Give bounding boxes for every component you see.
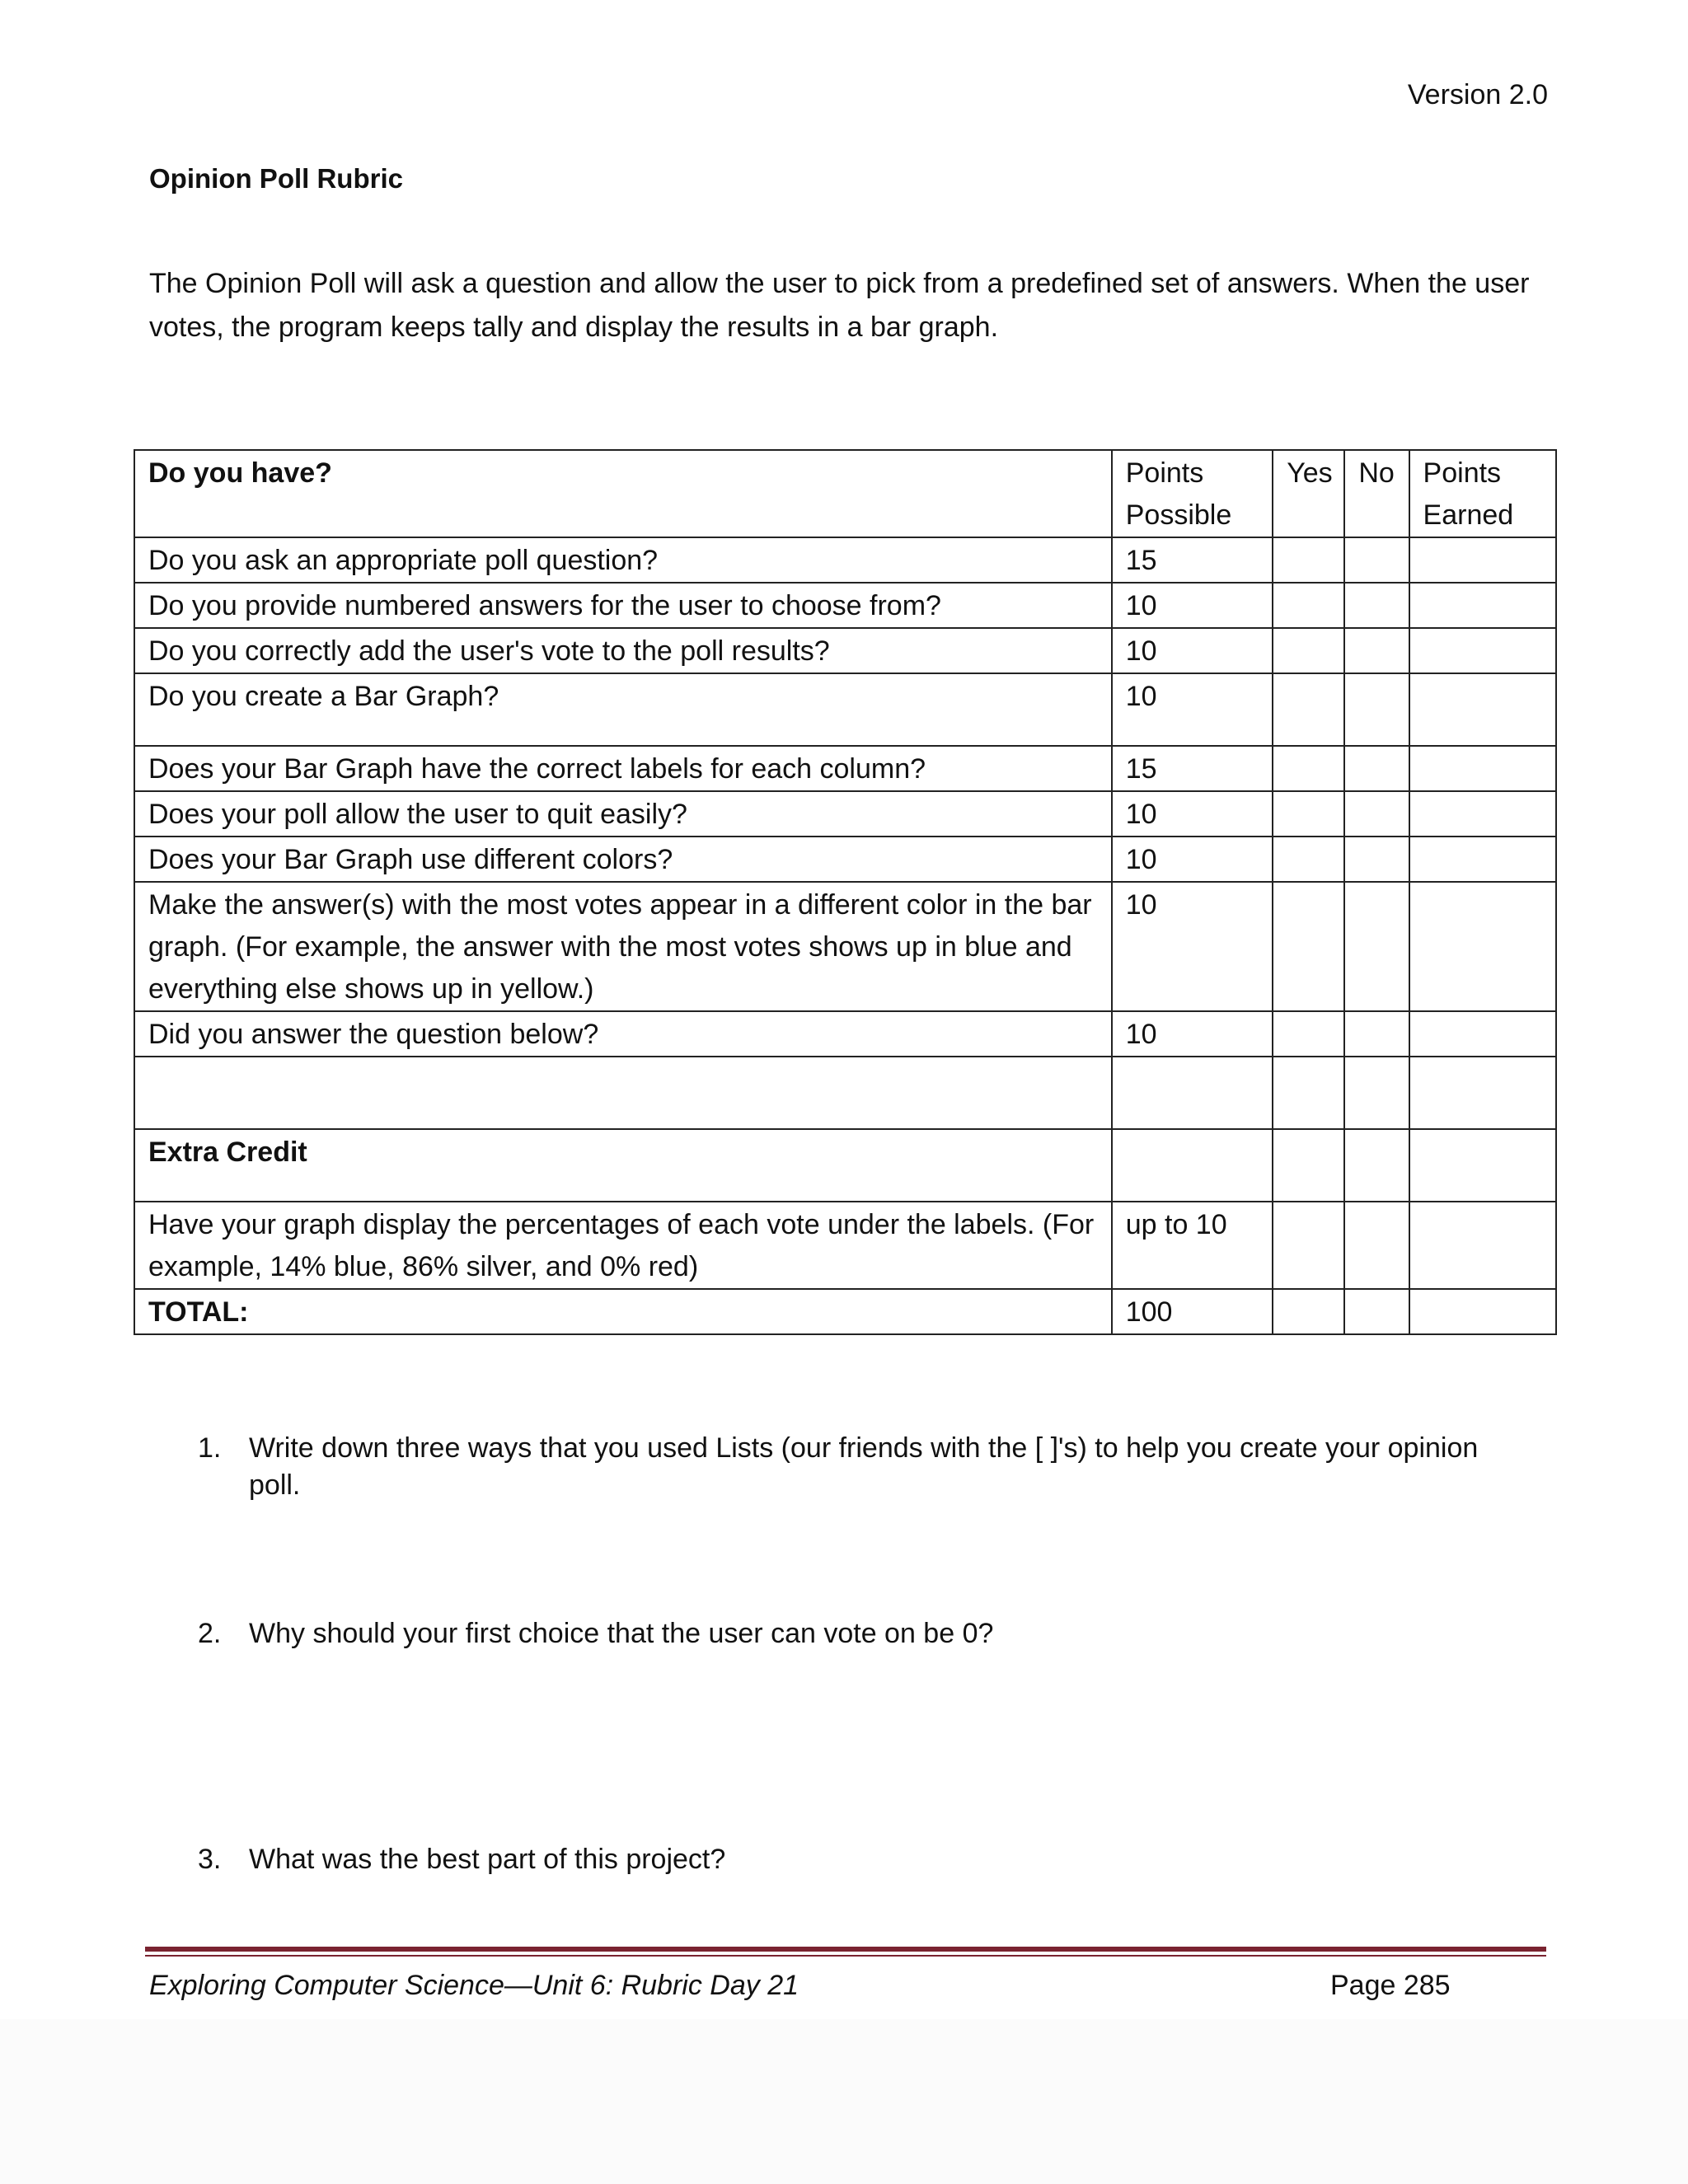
row-question: Do you correctly add the user's vote to the poll results?	[134, 628, 1112, 673]
row-points: 10	[1112, 1011, 1273, 1057]
row-yes-cell[interactable]	[1273, 882, 1344, 1011]
row-question: Does your Bar Graph use different colors?	[134, 837, 1112, 882]
rubric-table	[134, 449, 1557, 1335]
row-points: 10	[1112, 628, 1273, 673]
row-no-cell[interactable]	[1344, 791, 1409, 837]
blank-cell	[1273, 1129, 1344, 1202]
header-points-earned-line1: Points	[1423, 457, 1502, 489]
blank-cell	[1273, 1057, 1344, 1129]
header-points-possible-line1: Points	[1125, 457, 1204, 489]
row-yes-cell[interactable]	[1273, 628, 1344, 673]
row-yes-cell[interactable]	[1273, 1202, 1344, 1289]
row-no-cell[interactable]	[1344, 837, 1409, 882]
row-no-cell[interactable]	[1344, 1011, 1409, 1057]
row-earned-cell[interactable]	[1409, 882, 1556, 1011]
row-points: 10	[1112, 882, 1273, 1011]
header-points-earned-line2: Earned	[1423, 499, 1514, 531]
table-row	[134, 791, 1556, 837]
row-yes-cell[interactable]	[1273, 537, 1344, 583]
total-points: 100	[1112, 1289, 1273, 1334]
row-yes-cell[interactable]	[1273, 791, 1344, 837]
row-earned-cell[interactable]	[1409, 746, 1556, 791]
row-question: Do you ask an appropriate poll question?	[134, 537, 1112, 583]
total-earned-cell[interactable]	[1409, 1289, 1556, 1334]
row-yes-cell[interactable]	[1273, 673, 1344, 746]
table-row	[134, 837, 1556, 882]
table-header-row	[134, 450, 1556, 537]
blank-cell	[1112, 1057, 1273, 1129]
row-question: Make the answer(s) with the most votes appear in a different color in the bar graph. (For example, the answer with the most votes shows up in blue and everything else shows up in yellow.)	[134, 882, 1112, 1011]
row-no-cell[interactable]	[1344, 746, 1409, 791]
question-number: 1.	[198, 1432, 222, 1464]
row-earned-cell[interactable]	[1409, 628, 1556, 673]
page-bottom-tint	[0, 2019, 1688, 2184]
header-points-possible	[1112, 450, 1273, 537]
row-no-cell[interactable]	[1344, 1202, 1409, 1289]
question-number: 2.	[198, 1618, 222, 1649]
row-points: 10	[1112, 837, 1273, 882]
row-question: Do you provide numbered answers for the user to choose from?	[134, 583, 1112, 628]
extra-credit-header-row	[134, 1129, 1556, 1202]
footer-course-title: Exploring Computer Science—Unit 6: Rubric Day 21	[149, 1970, 799, 2001]
total-no-cell[interactable]	[1344, 1289, 1409, 1334]
row-earned-cell[interactable]	[1409, 1202, 1556, 1289]
row-yes-cell[interactable]	[1273, 746, 1344, 791]
header-points-possible-line2: Possible	[1125, 499, 1232, 531]
row-points: 15	[1112, 537, 1273, 583]
row-question: Does your poll allow the user to quit easily?	[134, 791, 1112, 837]
total-label: TOTAL:	[134, 1289, 1112, 1334]
row-question: Did you answer the question below?	[134, 1011, 1112, 1057]
extra-credit-row	[134, 1202, 1556, 1289]
row-yes-cell[interactable]	[1273, 1011, 1344, 1057]
header-no: No	[1344, 450, 1409, 537]
row-earned-cell[interactable]	[1409, 791, 1556, 837]
total-yes-cell[interactable]	[1273, 1289, 1344, 1334]
extra-credit-points: up to 10	[1112, 1202, 1273, 1289]
header-yes: Yes	[1273, 450, 1344, 537]
table-row-blank	[134, 1057, 1556, 1129]
footer-divider-thin	[145, 1955, 1546, 1957]
blank-cell	[134, 1057, 1112, 1129]
table-row	[134, 537, 1556, 583]
question-text: Why should your first choice that the user can vote on be 0?	[249, 1618, 994, 1649]
row-no-cell[interactable]	[1344, 673, 1409, 746]
blank-cell	[1112, 1129, 1273, 1202]
row-earned-cell[interactable]	[1409, 837, 1556, 882]
row-points: 10	[1112, 791, 1273, 837]
row-points: 15	[1112, 746, 1273, 791]
row-yes-cell[interactable]	[1273, 583, 1344, 628]
header-question: Do you have?	[134, 450, 1112, 537]
row-earned-cell[interactable]	[1409, 1011, 1556, 1057]
question-text: What was the best part of this project?	[249, 1844, 726, 1875]
row-question: Do you create a Bar Graph?	[134, 673, 1112, 746]
question-text: Write down three ways that you used Lists (our friends with the [ ]'s) to help you create your opinion poll.	[249, 1432, 1479, 1501]
footer-page-number: Page 285	[1330, 1970, 1451, 2001]
row-no-cell[interactable]	[1344, 882, 1409, 1011]
row-earned-cell[interactable]	[1409, 673, 1556, 746]
row-earned-cell[interactable]	[1409, 583, 1556, 628]
row-no-cell[interactable]	[1344, 583, 1409, 628]
table-row	[134, 583, 1556, 628]
extra-credit-question: Have your graph display the percentages of each vote under the labels. (For example, 14% blue, 86% silver, and 0% red)	[134, 1202, 1112, 1289]
table-row	[134, 673, 1556, 746]
table-row	[134, 628, 1556, 673]
extra-credit-label: Extra Credit	[134, 1129, 1112, 1202]
blank-cell	[1409, 1129, 1556, 1202]
blank-cell	[1409, 1057, 1556, 1129]
row-points: 10	[1112, 583, 1273, 628]
row-no-cell[interactable]	[1344, 628, 1409, 673]
row-no-cell[interactable]	[1344, 537, 1409, 583]
row-points: 10	[1112, 673, 1273, 746]
footer-divider	[145, 1947, 1546, 1952]
table-row	[134, 1011, 1556, 1057]
version-label: Version 2.0	[1407, 79, 1548, 110]
total-row	[134, 1289, 1556, 1334]
document-title: Opinion Poll Rubric	[149, 163, 403, 194]
row-earned-cell[interactable]	[1409, 537, 1556, 583]
blank-cell	[1344, 1057, 1409, 1129]
row-yes-cell[interactable]	[1273, 837, 1344, 882]
question-number: 3.	[198, 1844, 222, 1875]
intro-paragraph: The Opinion Poll will ask a question and allow the user to pick from a predefined set of answers. When the user votes, the program keeps tally and display the results in a bar graph.	[149, 268, 1530, 343]
row-question: Does your Bar Graph have the correct labels for each column?	[134, 746, 1112, 791]
table-row	[134, 882, 1556, 1011]
blank-cell	[1344, 1129, 1409, 1202]
header-points-earned	[1409, 450, 1556, 537]
table-row	[134, 746, 1556, 791]
